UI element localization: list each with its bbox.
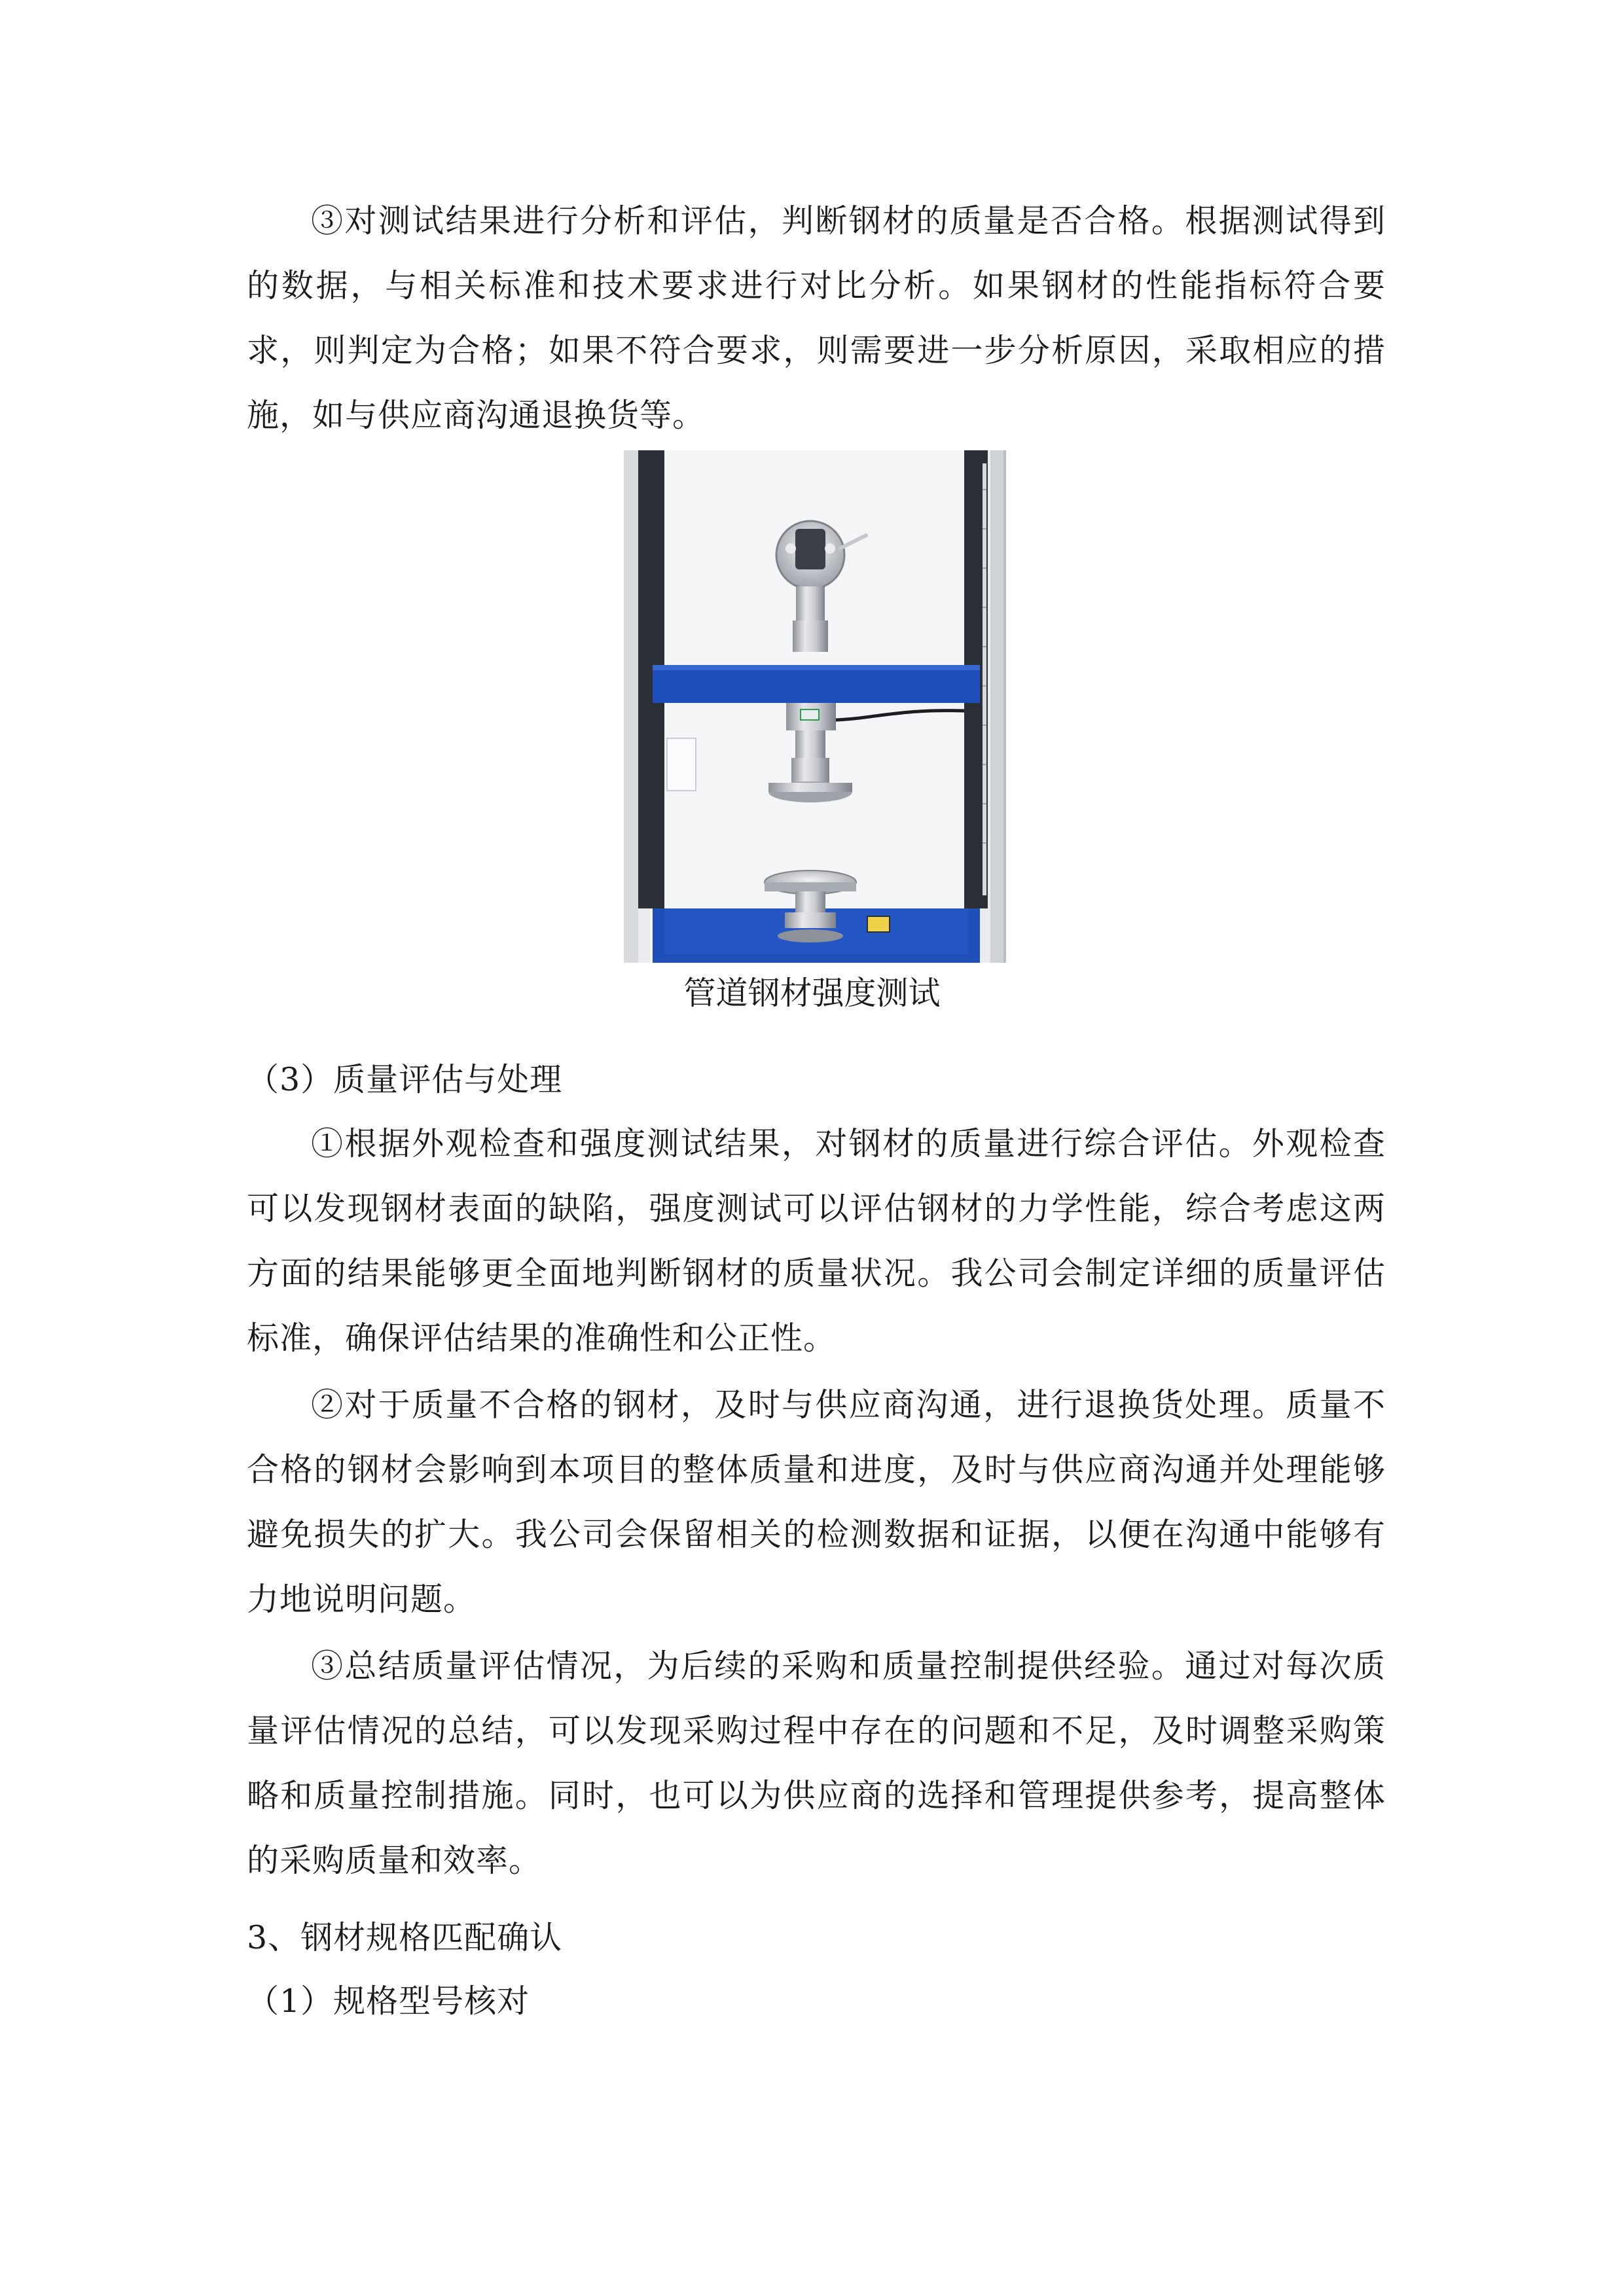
tensile-test-machine-image (624, 450, 1006, 963)
heading-spec-matching: 3、钢材规格匹配确认 (247, 1919, 563, 1956)
heading-spec-model-check: （1）规格型号核对 (247, 1982, 530, 2020)
tensile-test-photo (624, 450, 1006, 963)
paragraph-summary-experience: ③总结质量评估情况，为后续的采购和质量控制提供经验。通过对每次质量评估情况的总结，可以发现采购过程中存在的问题和不足，及时调整采购策略和质量控制措施。同时，也可以为供应商的选择和管理提供参考，提高整体的采购质量和效率。 (247, 1647, 1386, 1879)
heading-quality-assessment: （3）质量评估与处理 (247, 1061, 563, 1098)
paragraph-comprehensive-assessment: ①根据外观检查和强度测试结果，对钢材的质量进行综合评估。外观检查可以发现钢材表面的缺陷，强度测试可以评估钢材的力学性能，综合考虑这两方面的结果能够更全面地判断钢材的质量状况。我公司会制定详细的质量评估标准，确保评估结果的准确性和公正性。 (247, 1125, 1386, 1357)
figure-caption: 管道钢材强度测试 (683, 975, 941, 1012)
paragraph-nonconforming-handling: ②对于质量不合格的钢材，及时与供应商沟通，进行退换货处理。质量不合格的钢材会影响到本项目的整体质量和进度，及时与供应商沟通并处理能够避免损失的扩大。我公司会保留相关的检测数据和证据，以便在沟通中能够有力地说明问题。 (247, 1386, 1386, 1618)
paragraph-test-analysis: ③对测试结果进行分析和评估，判断钢材的质量是否合格。根据测试得到的数据，与相关标准和技术要求进行对比分析。如果钢材的性能指标符合要求，则判定为合格；如果不符合要求，则需要进一步分析原因，采取相应的措施，如与供应商沟通退换货等。 (247, 202, 1386, 434)
